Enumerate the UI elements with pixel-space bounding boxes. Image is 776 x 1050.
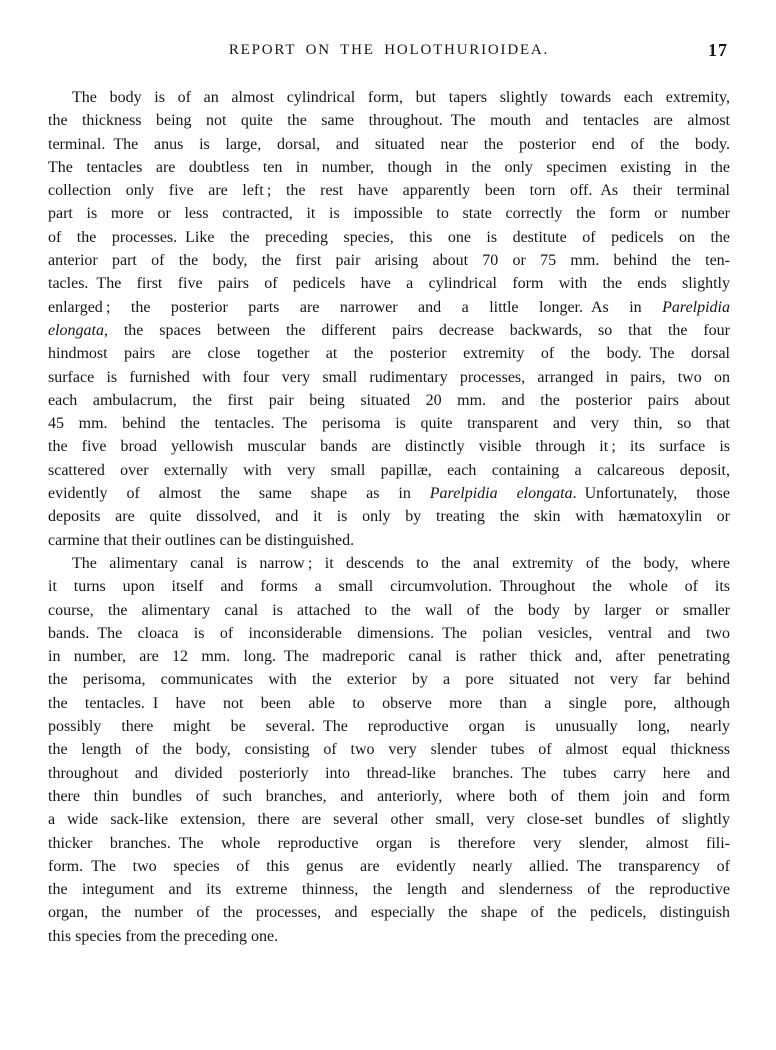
- text-line: [48, 901, 730, 924]
- text-segment: tacles. The first five pairs of pedicels have a cylindrical form with the ends slightly: [48, 275, 730, 293]
- text-segment: the perisoma, communicates with the exterior by a pore situated not very far behind: [48, 671, 730, 689]
- text-segment: the five broad yellowish muscular bands are distinctly visible through it ; its surface is: [48, 438, 730, 456]
- text-segment: the thickness being not quite the same throughout. The mouth and tentacles are almost: [48, 112, 730, 130]
- paragraph: [48, 552, 730, 948]
- text-line: [48, 692, 730, 715]
- text-line: [48, 762, 730, 785]
- paragraph: [48, 86, 730, 552]
- text-line: [48, 832, 730, 855]
- text-line: [48, 808, 730, 831]
- page-number: 17: [708, 40, 728, 60]
- text-segment: organ, the number of the processes, and especially the shape of the pedicels, distinguish: [48, 904, 730, 922]
- text-segment: terminal. The anus is large, dorsal, and situated near the posterior end of the body.: [48, 135, 730, 153]
- text-line: [48, 412, 730, 435]
- text-segment: collection only five are left ; the rest have apparently been torn off. As their terminal: [48, 182, 730, 200]
- text-segment: hindmost pairs are close together at the posterior extremity of the body. The dorsal: [48, 345, 730, 363]
- text-segment: course, the alimentary canal is attached to the wall of the body by larger or smaller: [48, 601, 730, 619]
- text-line: [48, 319, 730, 342]
- text-line: [48, 226, 730, 249]
- text-segment: scattered over externally with very small papillæ, each containing a calcareous deposit,: [48, 461, 730, 479]
- text-line: [48, 133, 730, 156]
- text-segment: The body is of an almost cylindrical form, but tapers slightly towards each extremity,: [72, 89, 730, 106]
- page-body: [48, 86, 730, 948]
- text-line: [48, 505, 730, 528]
- species-name-italic: Parelpidia: [662, 298, 730, 316]
- text-segment: . Unfortunately, those: [572, 485, 731, 503]
- text-line: [48, 925, 730, 948]
- text-line: [48, 366, 730, 389]
- text-segment: anterior part of the body, the first pair arising about 70 or 75 mm. behind the ten-: [48, 252, 730, 270]
- text-line: [48, 435, 730, 458]
- text-segment: The alimentary canal is narrow ; it descends to the anal extremity of the body, where: [72, 554, 730, 572]
- text-line: [48, 156, 730, 179]
- text-line: [48, 715, 730, 738]
- text-segment: thicker branches. The whole reproductive organ is therefore very slender, almost fili-: [48, 834, 730, 852]
- page-header: [48, 42, 730, 62]
- text-segment: a wide sack-like extension, there are several other small, very close-set bundles of slightly: [48, 811, 730, 829]
- text-line: [48, 296, 730, 319]
- text-segment: there thin bundles of such branches, and anteriorly, where both of them join and form: [48, 787, 730, 805]
- text-segment: the length of the body, consisting of two very slender tubes of almost equal thickness: [48, 741, 730, 759]
- species-name-italic: elongata: [48, 321, 104, 339]
- running-title: REPORT ON THE HOLOTHURIOIDEA.: [228, 42, 550, 58]
- text-segment: evidently of almost the same shape as in: [48, 485, 430, 503]
- text-line: [48, 389, 730, 412]
- text-line: [48, 529, 730, 552]
- text-segment: each ambulacrum, the first pair being situated 20 mm. and the posterior pairs about: [48, 391, 730, 409]
- text-line: [48, 645, 730, 668]
- text-segment: form. The two species of this genus are evidently nearly allied. The transparency of: [48, 857, 730, 875]
- text-segment: enlarged ; the posterior parts are narrower and a little longer. As in: [48, 298, 663, 316]
- text-line: [48, 622, 730, 645]
- text-line: [48, 575, 730, 598]
- text-segment: surface is furnished with four very small rudimentary processes, arranged in pairs, two on: [48, 368, 730, 386]
- text-line: [48, 552, 730, 575]
- text-segment: this species from the preceding one.: [48, 927, 279, 945]
- text-segment: 45 mm. behind the tentacles. The perisoma is quite transparent and very thin, so that: [48, 415, 730, 433]
- text-line: [48, 342, 730, 365]
- text-segment: in number, are 12 mm. long. The madreporic canal is rather thick and, after penetrating: [48, 648, 730, 666]
- text-line: [48, 785, 730, 808]
- text-segment: it turns upon itself and forms a small circumvolution. Throughout the whole of its: [48, 578, 730, 596]
- text-segment: of the processes. Like the preceding species, this one is destitute of pedicels on the: [48, 228, 730, 246]
- text-segment: the tentacles. I have not been able to observe more than a single pore, although: [48, 694, 730, 712]
- text-line: [48, 109, 730, 132]
- text-segment: deposits are quite dissolved, and it is only by treating the skin with hæmatoxylin or: [48, 508, 730, 526]
- text-line: [48, 855, 730, 878]
- text-line: [48, 179, 730, 202]
- text-line: [48, 738, 730, 761]
- text-line: [48, 272, 730, 295]
- text-line: [48, 668, 730, 691]
- text-segment: part is more or less contracted, it is impossible to state correctly the form or number: [48, 205, 730, 223]
- text-segment: The tentacles are doubtless ten in number, though in the only specimen existing in the: [48, 158, 730, 176]
- text-line: [48, 459, 730, 482]
- text-segment: possibly there might be several. The reproductive organ is unusually long, nearly: [48, 718, 730, 736]
- text-segment: the integument and its extreme thinness, the length and slenderness of the reproductive: [48, 881, 730, 899]
- text-segment: carmine that their outlines can be distinguished.: [48, 531, 355, 549]
- text-line: [48, 86, 730, 109]
- text-segment: , the spaces between the different pairs decrease backwards, so that the four: [104, 321, 730, 339]
- text-line: [48, 482, 730, 505]
- text-line: [48, 599, 730, 622]
- text-line: [48, 249, 730, 272]
- text-line: [48, 878, 730, 901]
- text-segment: bands. The cloaca is of inconsiderable dimensions. The polian vesicles, ventral and two: [48, 624, 730, 642]
- text-segment: throughout and divided posteriorly into thread-like branches. The tubes carry here and: [48, 764, 730, 782]
- text-line: [48, 202, 730, 225]
- species-name-italic: Parelpidia elongata: [429, 485, 573, 503]
